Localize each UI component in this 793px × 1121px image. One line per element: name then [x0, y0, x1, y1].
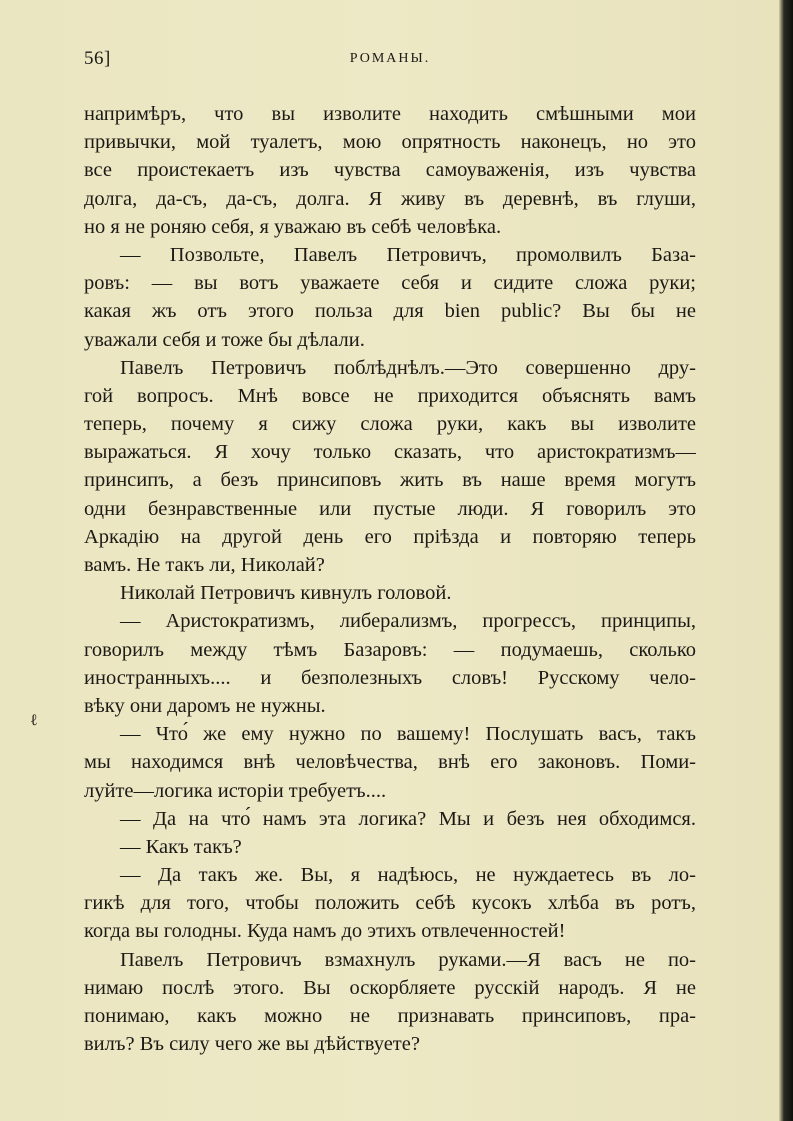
text-line: — Какъ такъ?	[120, 835, 242, 858]
margin-pencil-mark: ℓ	[30, 710, 38, 729]
text-line: луйте—логика исторіи требуетъ....	[84, 779, 387, 802]
text-line: вилъ? Въ силу чего же вы дѣйствуете?	[84, 1033, 420, 1056]
text-line: — Да на что́ намъ эта логика? Мы и безъ нея обходимся.	[120, 807, 696, 830]
text-line: ровъ: — вы вотъ уважаете себя и сидите сложа руки;	[84, 272, 696, 295]
text-line: — Что́ же ему нужно по вашему! Послушать васъ, такъ	[120, 723, 696, 746]
text-line: иностранныхъ.... и безполезныхъ словъ! Русскому чело-	[84, 666, 696, 689]
text-line: долга, да-съ, да-съ, долга. Я живу въ деревнѣ, въ глуши,	[84, 187, 696, 210]
text-line: напримѣръ, что вы изволите находить смѣшными мои	[84, 103, 696, 125]
text-line: уважали себя и тоже бы дѣлали.	[84, 328, 365, 351]
body-text	[84, 100, 696, 1058]
running-head: РОМАНЫ.	[349, 51, 431, 66]
text-line: говорилъ между тѣмъ Базаровъ: — подумаешь, сколько	[84, 638, 696, 661]
text-line: Николай Петровичъ кивнулъ головой.	[120, 582, 452, 605]
text-line: Аркадію на другой день его пріѣзда и повторяю теперь	[84, 525, 696, 548]
text-line: нимаю послѣ этого. Вы оскорбляете русскій народъ. Я не	[84, 976, 696, 999]
text-line: какая жъ отъ этого польза для bien public? Вы бы не	[84, 300, 696, 323]
text-line: гой вопросъ. Мнѣ вовсе не приходится объяснять вамъ	[84, 384, 696, 407]
text-line: привычки, мой туалетъ, мою опрятность наконецъ, но это	[84, 131, 696, 154]
text-line: Павелъ Петровичъ взмахнулъ руками.—Я васъ не по-	[120, 948, 696, 971]
text-line: Павелъ Петровичъ поблѣднѣлъ.—Это совершенно дру-	[120, 356, 696, 379]
text-line: гикѣ для того, чтобы положить себѣ кусокъ хлѣба въ ротъ,	[84, 892, 696, 915]
text-line: вѣку они даромъ не нужны.	[84, 694, 326, 717]
text-line: — Да такъ же. Вы, я надѣюсь, не нуждаетесь въ ло-	[120, 864, 696, 887]
text-line: но я не роняю себя, я уважаю въ себѣ человѣка.	[84, 215, 502, 238]
page-number: 56]	[84, 48, 111, 69]
page-header	[84, 48, 696, 72]
text-line: вамъ. Не такъ ли, Николай?	[84, 554, 325, 576]
text-line: все проистекаетъ изъ чувства самоуваженія, изъ чувства	[84, 159, 696, 182]
text-line: когда вы голодны. Куда намъ до этихъ отвлеченностей!	[84, 920, 566, 943]
text-line: — Аристократизмъ, либерализмъ, прогрессъ, принципы,	[120, 610, 696, 633]
text-line: теперь, почему я сижу сложа руки, какъ вы изволите	[84, 413, 696, 436]
text-line: выражаться. Я хочу только сказать, что аристократизмъ—	[84, 441, 696, 464]
text-line: принсипъ, а безъ принсиповъ жить въ наше время могутъ	[84, 469, 696, 492]
text-line: мы находимся внѣ человѣчества, внѣ его законовъ. Поми-	[84, 751, 696, 774]
text-line: понимаю, какъ можно не признавать принсиповъ, пра-	[84, 1005, 696, 1027]
text-line: одни безнравственные или пустые люди. Я говорилъ это	[84, 497, 696, 520]
scan-edge	[779, 0, 793, 1121]
text-line: — Позвольте, Павелъ Петровичъ, промолвилъ База-	[120, 243, 696, 266]
